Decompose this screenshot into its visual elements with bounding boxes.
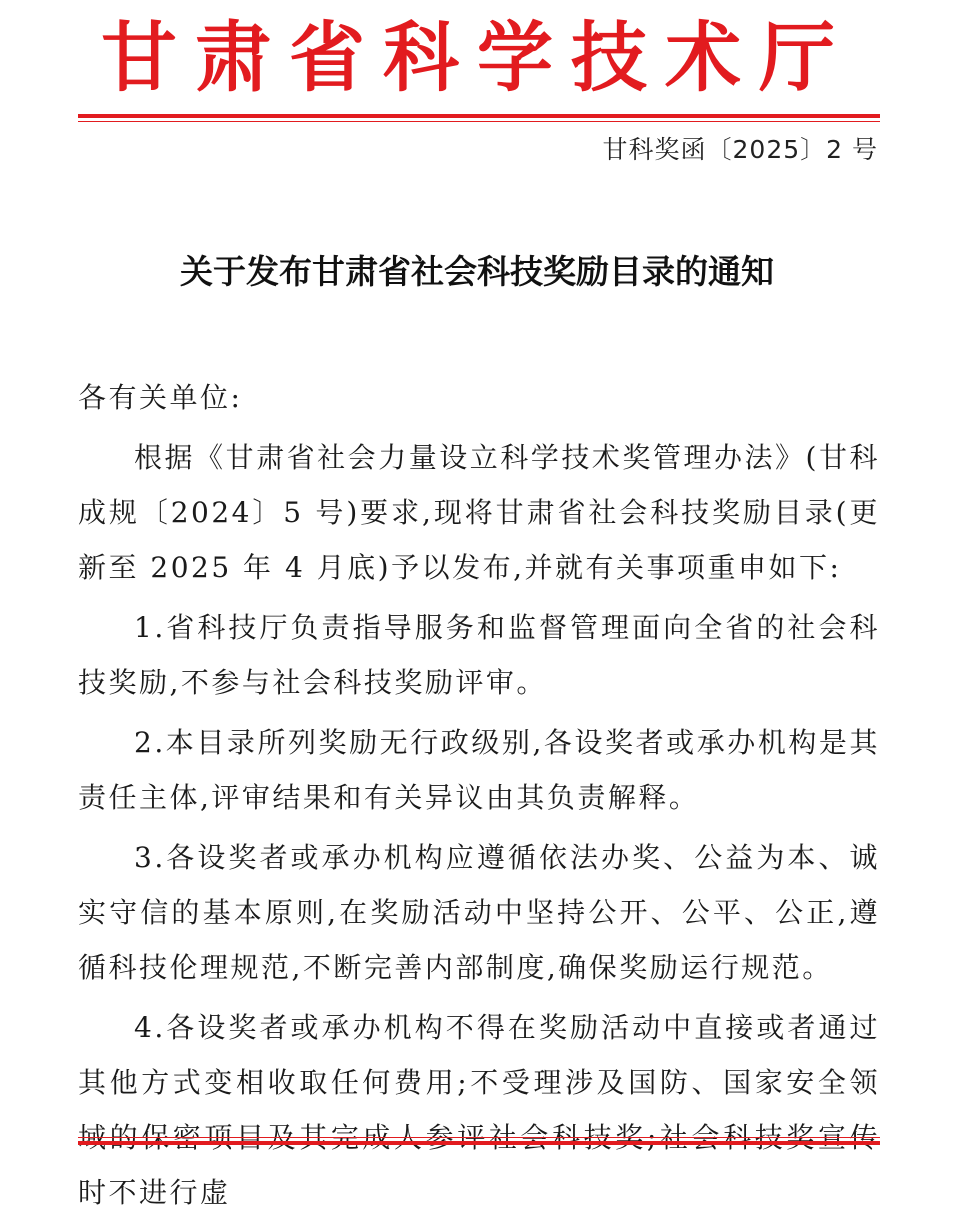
footer-rule-thin xyxy=(78,1137,880,1138)
paragraph-item-2: 2.本目录所列奖励无行政级别,各设奖者或承办机构是其责任主体,评审结果和有关异议由其负责解释。 xyxy=(78,726,880,814)
document-number: 甘科奖函〔2025〕2 号 xyxy=(602,135,878,164)
header-rule-thin xyxy=(78,121,880,122)
footer-rule-thick xyxy=(78,1141,880,1145)
document-title: 关于发布甘肃省社会科技奖励目录的通知 xyxy=(180,252,774,291)
paragraph-item-3: 3.各设奖者或承办机构应遵循依法办奖、公益为本、诚实守信的基本原则,在奖励活动中坚持公开、公平、公正,遵循科技伦理规范,不断完善内部制度,确保奖励运行规范。 xyxy=(78,841,880,984)
agency-masthead: 甘肃省科学技术厅 xyxy=(101,13,853,102)
paragraph-item-1: 1.省科技厅负责指导服务和监督管理面向全省的社会科技奖励,不参与社会科技奖励评审。 xyxy=(78,611,880,699)
document-body xyxy=(78,370,880,1225)
paragraph-item-4: 4.各设奖者或承办机构不得在奖励活动中直接或者通过其他方式变相收取任何费用;不受理涉及国防、国家安全领 时不进行虚 xyxy=(78,1011,880,1209)
header-rule-thick xyxy=(78,114,880,118)
paragraph-intro: 根据《甘肃省社会力量设立科学技术奖管理办法》(甘科成规〔2024〕5 号)要求,现将甘肃省社会科技奖励目录(更新至 2025 年 4 月底)予以发布,并就有关事项重申如下: xyxy=(78,441,880,584)
salutation: 各有关单位: xyxy=(78,381,243,414)
